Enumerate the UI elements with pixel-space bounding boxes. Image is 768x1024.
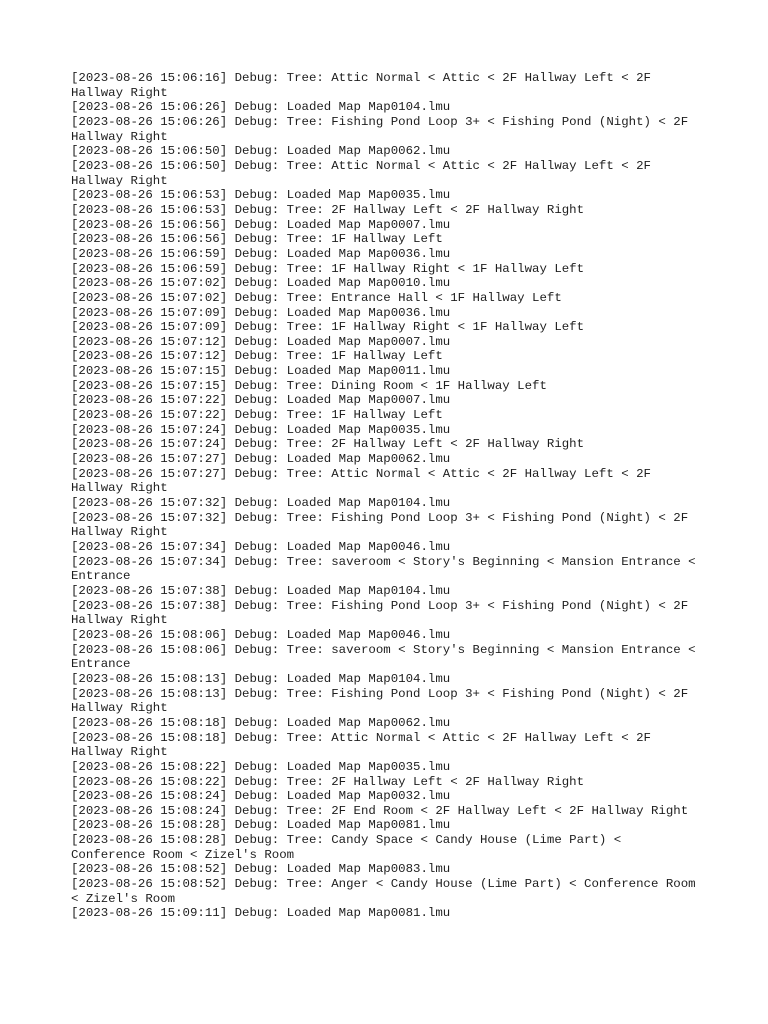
log-line: [2023-08-26 15:08:13] Debug: Tree: Fishing Pond Loop 3+ < Fishing Pond (Night) < 2F Hallway Right xyxy=(71,686,696,716)
log-line: [2023-08-26 15:06:59] Debug: Loaded Map Map0036.lmu xyxy=(71,246,451,261)
log-line: [2023-08-26 15:08:24] Debug: Tree: 2F End Room < 2F Hallway Left < 2F Hallway Right xyxy=(71,803,689,818)
log-line: [2023-08-26 15:08:18] Debug: Loaded Map Map0062.lmu xyxy=(71,715,451,730)
log-line: [2023-08-26 15:07:27] Debug: Loaded Map Map0062.lmu xyxy=(71,452,451,467)
log-line: [2023-08-26 15:07:22] Debug: Tree: 1F Hallway Left xyxy=(71,408,443,423)
log-line: [2023-08-26 15:07:12] Debug: Loaded Map Map0007.lmu xyxy=(71,334,451,349)
log-line: [2023-08-26 15:07:02] Debug: Loaded Map Map0010.lmu xyxy=(71,276,451,291)
log-line: [2023-08-26 15:06:16] Debug: Tree: Attic Normal < Attic < 2F Hallway Left < 2F Hallway Right xyxy=(71,71,659,100)
log-line: [2023-08-26 15:06:50] Debug: Loaded Map Map0062.lmu xyxy=(71,144,451,159)
log-line: [2023-08-26 15:08:24] Debug: Loaded Map Map0032.lmu xyxy=(71,789,451,804)
log-line: [2023-08-26 15:06:53] Debug: Loaded Map Map0035.lmu xyxy=(71,188,451,203)
log-line: [2023-08-26 15:07:32] Debug: Loaded Map Map0104.lmu xyxy=(71,496,451,511)
log-line: [2023-08-26 15:08:06] Debug: Tree: saveroom < Story's Beginning < Mansion Entrance < Entrance xyxy=(71,642,704,672)
log-line: [2023-08-26 15:07:32] Debug: Tree: Fishing Pond Loop 3+ < Fishing Pond (Night) < 2F Hallway Right xyxy=(71,510,696,540)
log-line: [2023-08-26 15:08:18] Debug: Tree: Attic Normal < Attic < 2F Hallway Left < 2F Hallway Right xyxy=(71,730,659,760)
log-line: [2023-08-26 15:06:59] Debug: Tree: 1F Hallway Right < 1F Hallway Left xyxy=(71,261,585,276)
log-line: [2023-08-26 15:07:34] Debug: Tree: saveroom < Story's Beginning < Mansion Entrance < Entrance xyxy=(71,554,704,584)
log-line: [2023-08-26 15:09:11] Debug: Loaded Map Map0081.lmu xyxy=(71,906,451,921)
debug-log xyxy=(71,71,704,921)
log-line: [2023-08-26 15:06:53] Debug: Tree: 2F Hallway Left < 2F Hallway Right xyxy=(71,202,585,217)
log-line: [2023-08-26 15:07:24] Debug: Tree: 2F Hallway Left < 2F Hallway Right xyxy=(71,437,585,452)
log-line: [2023-08-26 15:06:26] Debug: Loaded Map Map0104.lmu xyxy=(71,100,451,115)
log-line: [2023-08-26 15:06:26] Debug: Tree: Fishing Pond Loop 3+ < Fishing Pond (Night) < 2F Hallway Right xyxy=(71,114,696,144)
log-line: [2023-08-26 15:08:22] Debug: Loaded Map Map0035.lmu xyxy=(71,759,451,774)
log-line: [2023-08-26 15:07:38] Debug: Tree: Fishing Pond Loop 3+ < Fishing Pond (Night) < 2F Hallway Right xyxy=(71,598,696,628)
log-line: [2023-08-26 15:07:02] Debug: Tree: Entrance Hall < 1F Hallway Left xyxy=(71,290,562,305)
log-line: [2023-08-26 15:07:22] Debug: Loaded Map Map0007.lmu xyxy=(71,393,451,408)
log-line: [2023-08-26 15:06:50] Debug: Tree: Attic Normal < Attic < 2F Hallway Left < 2F Hallway Right xyxy=(71,158,659,188)
log-line: [2023-08-26 15:07:24] Debug: Loaded Map Map0035.lmu xyxy=(71,422,451,437)
log-line: [2023-08-26 15:08:52] Debug: Tree: Anger < Candy House (Lime Part) < Conference Room < Zizel's Room xyxy=(71,877,704,906)
log-line: [2023-08-26 15:07:15] Debug: Tree: Dining Room < 1F Hallway Left xyxy=(71,378,547,393)
log-line: [2023-08-26 15:07:34] Debug: Loaded Map Map0046.lmu xyxy=(71,540,451,554)
log-line: [2023-08-26 15:08:28] Debug: Tree: Candy Space < Candy House (Lime Part) < Conference Room < Zizel's Room xyxy=(71,833,629,862)
log-line: [2023-08-26 15:08:06] Debug: Loaded Map Map0046.lmu xyxy=(71,627,451,642)
log-line: [2023-08-26 15:08:22] Debug: Tree: 2F Hallway Left < 2F Hallway Right xyxy=(71,774,585,789)
log-line: [2023-08-26 15:07:12] Debug: Tree: 1F Hallway Left xyxy=(71,349,443,364)
log-line: [2023-08-26 15:07:27] Debug: Tree: Attic Normal < Attic < 2F Hallway Left < 2F Hallway Right xyxy=(71,466,659,496)
log-line: [2023-08-26 15:06:56] Debug: Loaded Map Map0007.lmu xyxy=(71,217,451,232)
log-line: [2023-08-26 15:07:38] Debug: Loaded Map Map0104.lmu xyxy=(71,583,451,598)
log-line: [2023-08-26 15:08:52] Debug: Loaded Map Map0083.lmu xyxy=(71,862,451,877)
log-line: [2023-08-26 15:08:13] Debug: Loaded Map Map0104.lmu xyxy=(71,671,451,686)
log-line: [2023-08-26 15:07:09] Debug: Tree: 1F Hallway Right < 1F Hallway Left xyxy=(71,320,585,335)
log-line: [2023-08-26 15:07:15] Debug: Loaded Map Map0011.lmu xyxy=(71,364,451,379)
log-line: [2023-08-26 15:06:56] Debug: Tree: 1F Hallway Left xyxy=(71,232,443,247)
log-line: [2023-08-26 15:07:09] Debug: Loaded Map Map0036.lmu xyxy=(71,305,451,320)
log-line: [2023-08-26 15:08:28] Debug: Loaded Map Map0081.lmu xyxy=(71,818,451,833)
